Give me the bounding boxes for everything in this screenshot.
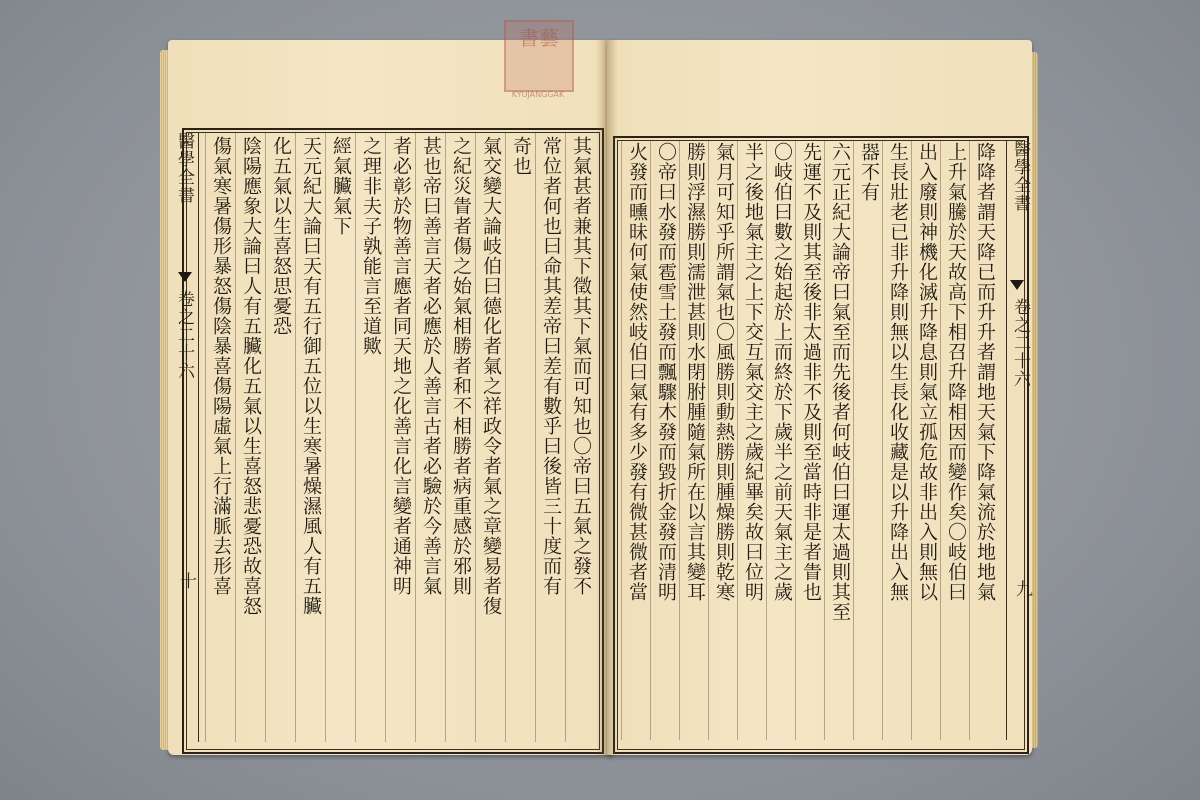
column-rule xyxy=(708,140,709,740)
left-fishtail-mark xyxy=(178,272,192,282)
column-rule xyxy=(650,140,651,740)
column-rule xyxy=(325,132,326,742)
text-column: 經氣臟氣下 xyxy=(330,136,352,236)
column-rule xyxy=(969,140,970,740)
text-column: 陰陽應象大論曰人有五臟化五氣以生喜怒悲憂恐故喜怒 xyxy=(240,136,262,616)
text-column: 其氣甚者兼其下徵其下氣而可知也〇帝曰五氣之發不 xyxy=(570,136,592,596)
right-folio: 九 xyxy=(1012,580,1032,598)
left-banxin-rule xyxy=(198,132,199,742)
text-column: 之理非夫子孰能言至道歟 xyxy=(360,136,382,356)
column-rule xyxy=(621,140,622,740)
left-margin-title: 醫學全書 xyxy=(174,132,194,204)
text-column: 降降者謂天降已而升升者謂地天氣下降氣流於地地氣 xyxy=(974,142,996,602)
column-rule xyxy=(295,132,296,742)
left-margin-volume: 卷之二十六 xyxy=(174,290,194,380)
column-rule xyxy=(824,140,825,740)
right-page-text xyxy=(610,140,1032,740)
text-column: 甚也帝曰善言天者必應於人善言古者必驗於今善言氣 xyxy=(420,136,442,596)
text-column: 先運不及則其至後非太過非不及則至當時非是者眚也 xyxy=(800,142,822,602)
text-column: 者必彰於物善言應者同天地之化善言化言變者通神明 xyxy=(390,136,412,596)
column-rule xyxy=(766,140,767,740)
column-rule xyxy=(205,132,206,742)
text-column: 天元紀大論曰天有五行御五位以生寒暑燥濕風人有五臟 xyxy=(300,136,322,616)
text-column: 〇帝曰水發而雹雪土發而飄驟木發而毀折金發而清明 xyxy=(655,142,677,602)
column-rule xyxy=(737,140,738,740)
text-column: 氣月可知乎所謂氣也〇風勝則動熱勝則腫燥勝則乾寒 xyxy=(713,142,735,602)
text-column: 〇岐伯曰數之始起於上而終於下歲半之前天氣主之歲 xyxy=(771,142,793,602)
right-fishtail-mark xyxy=(1010,280,1024,290)
text-column: 常位者何也曰命其差帝曰差有數乎曰後皆三十度而有 xyxy=(540,136,562,596)
watermark-stamp: 書藝 xyxy=(504,20,574,92)
column-rule xyxy=(415,132,416,742)
column-rule xyxy=(911,140,912,740)
column-rule xyxy=(265,132,266,742)
text-column: 生長壯老已非升降則無以生長化收藏是以升降出入無 xyxy=(887,142,909,602)
column-rule xyxy=(445,132,446,742)
text-column: 半之後地氣主之上下交互氣交主之歲紀畢矣故曰位明 xyxy=(742,142,764,602)
column-rule xyxy=(795,140,796,740)
column-rule xyxy=(940,140,941,740)
text-column: 火發而曛昧何氣使然岐伯曰氣有多少發有微甚微者當 xyxy=(626,142,648,602)
text-column: 器不有 xyxy=(858,142,880,202)
right-margin-title: 醫學全書 xyxy=(1010,140,1030,212)
text-column: 傷氣寒暑傷形暴怒傷陰暴喜傷陽虛氣上行滿脈去形喜 xyxy=(210,136,232,596)
column-rule xyxy=(505,132,506,742)
column-rule xyxy=(882,140,883,740)
column-rule xyxy=(385,132,386,742)
left-page-text xyxy=(176,132,596,742)
text-column: 之紀災眚者傷之始氣相勝者和不相勝者病重感於邪則 xyxy=(450,136,472,596)
column-rule xyxy=(565,132,566,742)
column-rule xyxy=(475,132,476,742)
column-rule xyxy=(853,140,854,740)
right-margin-volume: 卷之二十六 xyxy=(1010,298,1030,388)
column-rule xyxy=(355,132,356,742)
column-rule xyxy=(679,140,680,740)
column-rule xyxy=(535,132,536,742)
text-column: 化五氣以生喜怒思憂恐 xyxy=(270,136,292,336)
text-column: 出入廢則神機化滅升降息則氣立孤危故非出入則無以 xyxy=(916,142,938,602)
left-folio: 十 xyxy=(176,572,196,590)
text-column: 上升氣騰於天故高下相召升降相因而變作矣〇岐伯曰 xyxy=(945,142,967,602)
column-rule xyxy=(235,132,236,742)
watermark-caption: KYUJANGGAK xyxy=(511,90,565,99)
text-column: 六元正紀大論帝曰氣至而先後者何岐伯曰運太過則其至 xyxy=(829,142,851,622)
text-column: 氣交變大論岐伯曰德化者氣之祥政令者氣之章變易者復 xyxy=(480,136,502,616)
text-column: 勝則浮濕勝則濡泄甚則水閉胕腫隨氣所在以言其變耳 xyxy=(684,142,706,602)
text-column: 奇也 xyxy=(510,136,532,176)
right-banxin-rule xyxy=(1006,140,1007,740)
